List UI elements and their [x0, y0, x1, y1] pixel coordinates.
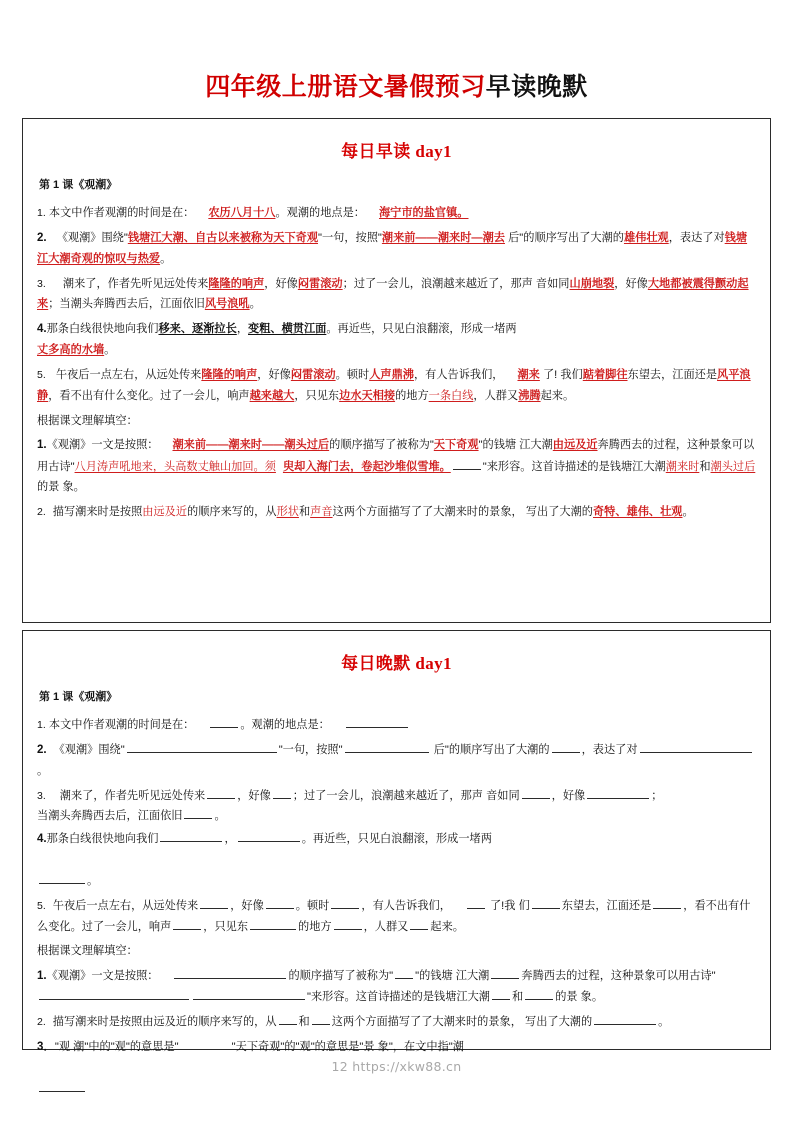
morning-q3-answer-e: 风号浪吼 [204, 298, 250, 311]
morning-q2-answer-b: 潮来前——潮来时—潮去 [381, 231, 505, 244]
morning-q5-answer-i: 一条白线 [428, 389, 474, 402]
evening-f2-blank-c[interactable] [594, 1013, 656, 1025]
evening-q5-blank-h[interactable] [250, 918, 296, 930]
evening-q4-text-b: ， [224, 833, 236, 846]
evening-f1-text-d: 奔腾西去的过程，这种景象可以用古诗" [521, 970, 716, 982]
evening-question-1 [37, 715, 756, 736]
morning-lesson-head: 第 1 课《观潮》 [39, 179, 118, 191]
evening-f1-blank-g[interactable] [525, 988, 553, 1000]
evening-q4-blank-b[interactable] [238, 830, 300, 842]
morning-q2-text-d: ，表达了对 [668, 231, 725, 244]
morning-q1-number: 1. [37, 207, 46, 219]
evening-q2-blank-d[interactable] [640, 741, 752, 753]
morning-q4-text-a: 那条白线很快地向我们 [46, 323, 159, 336]
morning-q5-answer-h: 边水天相接 [339, 389, 396, 402]
evening-question-2 [37, 740, 756, 782]
evening-q2-blank-a[interactable] [127, 741, 277, 753]
evening-q3-blank-a[interactable] [207, 787, 235, 799]
morning-q4-text-c: 。再近些，只见白浪翻滚，形成一堵两 [326, 323, 517, 336]
evening-f1-blank-b[interactable] [395, 967, 413, 979]
evening-card-title [37, 649, 756, 674]
morning-f1-answer-c: 由远及近 [552, 439, 598, 452]
morning-q5-answer-d: 潮来 [517, 369, 540, 382]
evening-q1-blank-a[interactable] [210, 716, 238, 728]
evening-q5-text-f: 东望去，江面还是 [561, 899, 652, 912]
evening-f1-text-e: "来形容。这首诗描述的是钱塘江大潮 [307, 991, 490, 1004]
morning-card-title [37, 137, 756, 162]
morning-question-4 [37, 319, 756, 361]
evening-f1-number: 1. [37, 970, 47, 982]
morning-q5-answer-j: 沸腾 [518, 389, 541, 402]
evening-q5-blank-g[interactable] [173, 918, 201, 930]
morning-q5-answer-a: 隆隆的响声 [201, 369, 258, 382]
evening-q4-blank-a[interactable] [160, 830, 222, 842]
morning-f1-answer-f: 潮头过后 [710, 460, 756, 473]
evening-f2-text-a: 描写潮来时是按照由远及近的顺序来写的，从 [52, 1015, 277, 1028]
evening-f3-blank-a[interactable] [181, 1038, 227, 1050]
morning-q5-text-k: 起来。 [540, 389, 575, 402]
evening-q3-text-e: ； [651, 789, 663, 802]
morning-q3-answer-d: 大地都被震得颤动起来 [37, 277, 749, 311]
morning-q5-text-f: 东望去，江面还是 [627, 369, 718, 382]
morning-f2-text-b: 的顺序来写的，从 [187, 505, 277, 518]
evening-q5-text-e: 了!我 们 [486, 899, 530, 912]
morning-f1-text-g: 的景 象。 [37, 481, 85, 494]
morning-q3-answer-c: 山崩地裂 [569, 277, 615, 290]
morning-f2-answer-c: 声音 [310, 505, 333, 518]
morning-q5-text-j: ，人群又 [473, 389, 519, 402]
morning-q1-answer-b: 海宁市的盐官镇。 [378, 207, 469, 219]
evening-f3-text-a: "观 潮"中的"观"的意思是" [54, 1040, 179, 1053]
evening-question-5 [37, 896, 756, 937]
morning-q3-text-d: ，好像 [614, 277, 648, 290]
evening-f3-number: 3． [37, 1040, 55, 1053]
evening-question-3 [37, 786, 756, 827]
morning-f1-answer-d: 八月涛声吼地来，头高数丈触山加回。须 [74, 460, 276, 473]
evening-q4-text-a: 那条白线很快地向我们 [46, 833, 159, 846]
morning-q2-text-a: 《观潮》围绕" [56, 231, 128, 244]
evening-f2-text-c: 这两个方面描写了了大潮来时的景象， 写出了大潮的 [331, 1015, 593, 1028]
morning-card-title-cn: 每日早读 [341, 142, 411, 161]
evening-q5-text-b: ，好像 [230, 899, 264, 912]
morning-q3-text-b: ，好像 [264, 277, 298, 290]
page-title-part2: 早读晚默 [485, 73, 588, 101]
evening-q5-text-h: ，只见东 [203, 920, 249, 933]
morning-f1-answer-b: 天下奇观 [433, 439, 479, 452]
evening-f1-text-g: 的景 象。 [555, 991, 604, 1004]
evening-q5-number: 5. [37, 899, 46, 912]
evening-q4-text-c: 。再近些，只见白浪翻滚，形成一堵两 [301, 833, 492, 846]
morning-f2-text-c: 和 [298, 505, 311, 518]
evening-q2-number: 2. [37, 743, 47, 756]
morning-question-5 [37, 365, 756, 406]
evening-f1-text-b: 的顺序描写了被称为" [288, 970, 394, 982]
evening-f1-blank-c[interactable] [491, 967, 519, 979]
evening-q1-text-a: 本文中作者观潮的时间是在： [48, 719, 195, 731]
evening-q3-blank-e[interactable] [184, 807, 212, 819]
evening-f2-text-b: 和 [298, 1015, 310, 1028]
evening-q5-text-j: ，人群又 [363, 920, 409, 933]
evening-f2-number: 2. [37, 1015, 46, 1028]
morning-q5-text-a: 午夜后一点左右，从远处传来 [55, 369, 202, 382]
morning-reading-card [22, 118, 771, 623]
morning-q5-text-c: 。顿时 [335, 369, 370, 382]
evening-q1-number: 1. [37, 719, 46, 731]
evening-f2-blank-b[interactable] [312, 1013, 330, 1025]
morning-f1-answer-a: 潮来前——潮来时——潮头过后 [172, 439, 330, 452]
evening-question-4 [37, 829, 756, 892]
morning-q5-answer-b: 闷雷滚动 [290, 369, 336, 382]
evening-f3-text-b: "天下奇观"的"观"的意思是"景 象"，在文中指"潮 [228, 1040, 464, 1053]
evening-fill-2 [37, 1012, 756, 1033]
evening-q5-text-c: 。顿时 [295, 899, 330, 912]
morning-q3-text-c: ；过了一会儿，浪潮越来越近了，那声 音如同 [342, 277, 570, 290]
evening-fill-1 [37, 966, 756, 1008]
evening-q5-blank-i[interactable] [334, 918, 362, 930]
evening-f2-blank-a[interactable] [279, 1013, 297, 1025]
morning-f2-number: 2. [37, 505, 46, 518]
evening-lesson-head: 第 1 课《观潮》 [39, 691, 118, 703]
morning-q5-text-g: ，看不出有什么变化。过了一会儿，响声 [48, 389, 250, 402]
evening-q3-text-f: 当潮头奔腾西去后，江面依旧 [37, 810, 183, 823]
morning-fill-note: 根据课文理解填空： [37, 414, 138, 427]
evening-f1-blank-a[interactable] [174, 967, 286, 979]
morning-q5-answer-g: 越来越大 [249, 389, 295, 402]
morning-q2-text-c: 后"的顺序写出了大潮的 [504, 231, 624, 244]
morning-q5-answer-e: 踮着脚往 [582, 369, 628, 382]
morning-f2-answer-d: 奇特、雄伟、壮观 [592, 505, 683, 518]
evening-q2-blank-b[interactable] [345, 741, 429, 753]
morning-f2-answer-a: 由远及近 [142, 505, 188, 518]
morning-q3-answer-a: 隆隆的响声 [208, 277, 265, 290]
evening-card-title-cn: 每日晚默 [341, 654, 411, 673]
evening-q5-text-a: 午夜后一点左右，从远处传来 [52, 899, 199, 912]
page-title [22, 0, 771, 102]
evening-q5-blank-e[interactable] [532, 897, 560, 909]
evening-f1-blank-d[interactable] [39, 988, 189, 1000]
evening-q3-blank-b[interactable] [273, 787, 291, 799]
evening-q5-text-g: ，看不出有什么变化。过了一会儿，响声 [37, 899, 751, 933]
morning-f2-text-e: 。 [682, 505, 694, 518]
evening-q5-blank-f[interactable] [653, 897, 681, 909]
morning-f1-number: 1. [37, 439, 47, 452]
evening-q4-blank-c[interactable] [39, 872, 85, 884]
evening-f2-text-d: 。 [658, 1015, 670, 1028]
morning-card-title-en: day1 [415, 142, 452, 161]
evening-q3-blank-c[interactable] [522, 787, 550, 799]
morning-f2-text-a: 描写潮来时是按照 [52, 505, 143, 518]
evening-card-title-en: day1 [415, 654, 452, 673]
morning-f2-text-d: 这两个方面描写了了大潮来时的景象， 写出了大潮的 [332, 505, 593, 518]
evening-q5-blank-j[interactable] [410, 918, 428, 930]
morning-question-1 [37, 203, 756, 224]
evening-q3-text-g: 。 [214, 810, 226, 823]
morning-q2-text-e: 。 [160, 252, 172, 265]
evening-q1-blank-b[interactable] [346, 716, 408, 728]
evening-q5-text-k: 起来。 [430, 920, 464, 933]
morning-q4-answer-c: 丈多高的水墙 [37, 344, 105, 357]
morning-f1-answer-e: 潮来时 [665, 460, 700, 473]
morning-q2-answer-c: 雄伟壮观 [623, 231, 669, 244]
morning-q4-answer-a: 移来、逐渐拉长 [158, 323, 237, 336]
evening-q5-blank-a[interactable] [200, 897, 228, 909]
morning-q5-text-b: ，好像 [257, 369, 291, 382]
evening-q5-blank-c[interactable] [331, 897, 359, 909]
morning-f1-text-f: 和 [699, 460, 711, 473]
morning-f1-text-c: "的钱塘 江大潮 [478, 439, 553, 452]
evening-f3-blank-b[interactable] [39, 1080, 85, 1092]
morning-q5-answer-c: 人声鼎沸 [369, 369, 414, 382]
evening-q5-blank-b[interactable] [266, 897, 294, 909]
evening-f1-blank-f[interactable] [492, 988, 510, 1000]
evening-f1-text-c: "的钱塘 江大潮 [415, 970, 490, 982]
evening-dictation-card [22, 630, 771, 1053]
morning-fill-1 [37, 435, 756, 498]
morning-q5-text-e: 了! 我们 [539, 369, 583, 382]
morning-q1-text-b: 。观潮的地点是： [275, 207, 365, 219]
evening-f1-text-f: 和 [511, 991, 524, 1004]
evening-q2-text-d: ，表达了对 [581, 743, 638, 756]
morning-q3-text-e: ；当潮头奔腾西去后，江面依旧 [48, 298, 205, 311]
morning-q1-answer-a: 农历八月十八 [208, 207, 276, 219]
morning-f1-text-b: 的顺序描写了被称为" [329, 439, 434, 452]
evening-q3-text-c: ；过了一会儿，浪潮越来越近了，那声 音如同 [292, 789, 520, 802]
evening-q4-text-d: 。 [87, 875, 99, 888]
morning-f1-answer-d2: 臾却入海门去，卷起沙堆似雪堆。 [282, 460, 451, 473]
evening-q1-text-b: 。观潮的地点是： [240, 719, 330, 731]
evening-q3-blank-d[interactable] [587, 787, 649, 799]
morning-q4-answer-b: 变粗、横贯江面 [248, 323, 327, 336]
evening-q5-text-d: ，有人告诉我们， [361, 899, 451, 912]
morning-q4-number: 4. [37, 323, 47, 336]
morning-q3-number: 3. [37, 277, 46, 290]
evening-q2-text-b: "一句，按照" [278, 743, 343, 756]
evening-fill-note: 根据课文理解填空： [37, 945, 138, 958]
morning-q5-text-d: ，有人告诉我们， [413, 369, 504, 382]
morning-q3-text-a: 潮来了，作者先听见远处传来 [62, 277, 209, 290]
morning-q2-answer-a: 钱塘江大潮、自古以来被称为天下奇观 [127, 231, 319, 244]
evening-f1-text-a: 《观潮》一文是按照： [46, 970, 159, 982]
evening-q4-number: 4. [37, 833, 47, 846]
morning-q5-number: 5. [37, 369, 46, 382]
evening-q3-text-d: ，好像 [551, 789, 586, 802]
morning-q4-text-b: ， [236, 323, 249, 336]
evening-q2-blank-c[interactable] [552, 741, 580, 753]
evening-q5-blank-d[interactable] [467, 897, 485, 909]
morning-q5-text-h: ，只见东 [294, 389, 340, 402]
morning-f1-text-d: 奔腾西去的过程，这种景象可以用古诗" [37, 439, 755, 473]
morning-q4-text-d: 。 [104, 344, 116, 357]
evening-q2-text-c: 后"的顺序写出了大潮的 [430, 743, 550, 756]
morning-q3-answer-b: 闷雷滚动 [297, 277, 343, 290]
morning-q5-text-i: 的地方 [395, 389, 429, 402]
evening-q3-text-b: ，好像 [237, 789, 271, 802]
morning-f1-text-a: 《观潮》一文是按照： [46, 439, 159, 452]
page-title-part1: 四年级上册语文暑假预习 [205, 73, 486, 101]
morning-question-3 [37, 274, 756, 315]
morning-question-2 [37, 228, 756, 270]
evening-f1-blank-e[interactable] [193, 988, 305, 1000]
evening-q3-text-a: 潮来了，作者先听见远处传来 [59, 789, 206, 802]
morning-fill-2 [37, 502, 756, 523]
morning-f1-blank [453, 458, 481, 470]
morning-f2-answer-b: 形状 [276, 505, 299, 518]
morning-q2-number: 2. [37, 231, 47, 244]
watermark: 12 https://xkw88.cn [331, 1059, 462, 1074]
evening-q5-text-i: 的地方 [298, 920, 332, 933]
evening-q3-number: 3. [37, 789, 46, 802]
evening-q2-text-e: 。 [37, 764, 49, 777]
morning-f1-text-e: "来形容。这首诗描述的是钱塘江大潮 [482, 460, 666, 473]
morning-q2-answer-d: 钱塘江大潮奇观的惊叹与热爱 [37, 231, 748, 265]
morning-q5-answer-f: 风平浪静 [37, 369, 751, 402]
morning-q3-text-f: 。 [249, 298, 261, 311]
morning-q2-text-b: "一句，按照" [318, 231, 382, 244]
morning-q1-text-a: 本文中作者观潮的时间是在： [48, 207, 195, 219]
evening-q2-text-a: 《观潮》围绕" [53, 743, 125, 756]
